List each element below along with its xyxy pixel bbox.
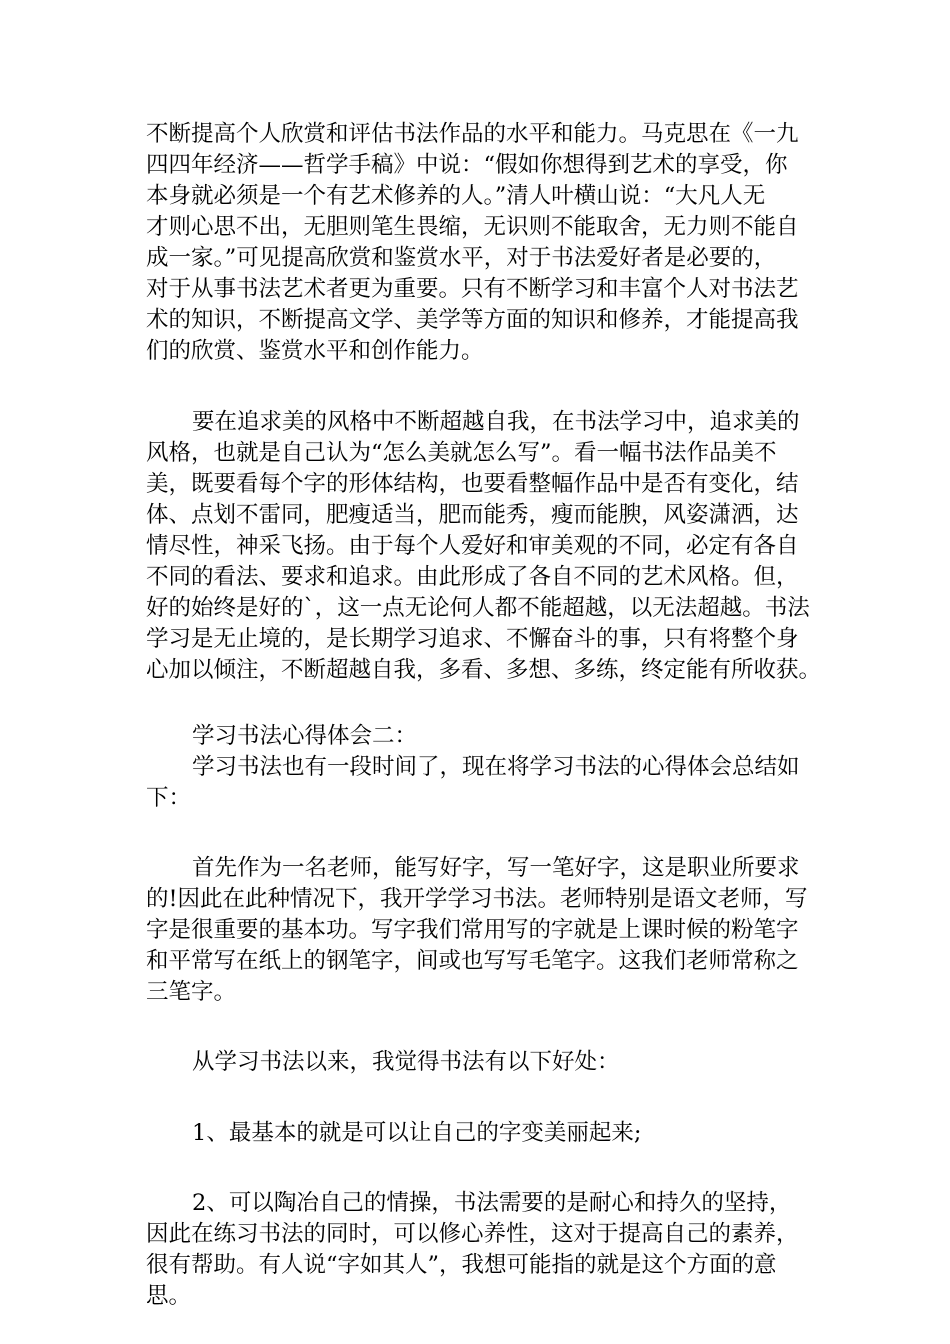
text-line: 下： (146, 785, 192, 811)
text-line: 风格，也就是自己认为“怎么美就怎么写”。看一幅书法作品美不 (146, 440, 777, 466)
text-line: 三笔字。 (146, 979, 237, 1005)
text-line: 美，既要看每个字的形体结构，也要看整幅作品中是否有变化，结 (146, 471, 799, 497)
text-line: 因此在练习书法的同时，可以修心养性，这对于提高自己的素养， (146, 1221, 799, 1247)
text-line: 对于从事书法艺术者更为重要。只有不断学习和丰富个人对书法艺 (146, 276, 799, 302)
text-line: 们的欣赏、鉴赏水平和创作能力。 (146, 338, 484, 364)
text-line: 的!因此在此种情况下，我开学学习书法。老师特别是语文老师，写 (146, 886, 808, 912)
text-line: 要在追求美的风格中不断超越自我，在书法学习中，追求美的 (192, 409, 800, 435)
text-line: 体、点划不雷同，肥瘦适当，肥而能秀，瘦而能腴，风姿潇洒，达 (146, 502, 799, 528)
text-line: 成一家。”可见提高欣赏和鉴赏水平，对于书法爱好者是必要的， (146, 245, 777, 271)
text-line: 学习书法也有一段时间了，现在将学习书法的心得体会总结如 (192, 754, 800, 780)
section-heading: 学习书法心得体会二： (192, 723, 418, 749)
text-line: 本身就必须是一个有艺术修养的人。”清人叶横山说：“大凡人无 (146, 183, 766, 209)
text-line: 字是很重要的基本功。写字我们常用写的字就是上课时候的粉笔字 (146, 917, 799, 943)
text-line: 很有帮助。有人说“字如其人”，我想可能指的就是这个方面的意 (146, 1252, 777, 1278)
text-line: 情尽性，神采飞扬。由于每个人爱好和审美观的不同，必定有各自 (146, 533, 799, 559)
text-line: 四四年经济——哲学手稿》中说：“假如你想得到艺术的享受，你 (146, 152, 788, 178)
list-item: 2、可以陶冶自己的情操，书法需要的是耐心和持久的坚持， (192, 1190, 792, 1216)
text-line: 学习是无止境的，是长期学习追求、不懈奋斗的事，只有将整个身 (146, 626, 799, 652)
text-line: 不同的看法、要求和追求。由此形成了各自不同的艺术风格。但， (146, 564, 799, 590)
text-line: 和平常写在纸上的钢笔字，间或也写写毛笔字。这我们老师常称之 (146, 948, 799, 974)
text-line: 术的知识，不断提高文学、美学等方面的知识和修养，才能提高我 (146, 307, 799, 333)
text-line: 好的始终是好的`，这一点无论何人都不能超越，以无法超越。书法 (146, 595, 810, 621)
text-line: 才则心思不出，无胆则笔生畏缩，无识则不能取舍，无力则不能自 (146, 214, 799, 240)
text-line: 首先作为一名老师，能写好字，写一笔好字，这是职业所要求 (192, 855, 800, 881)
text-line: 不断提高个人欣赏和评估书法作品的水平和能力。马克思在《一九 (146, 121, 799, 147)
text-line: 思。 (146, 1283, 192, 1309)
text-line: 心加以倾注，不断超越自我，多看、多想、多练，终定能有所收获。 (146, 657, 822, 683)
text-line: 从学习书法以来，我觉得书法有以下好处： (192, 1049, 620, 1075)
list-item: 1、最基本的就是可以让自己的字变美丽起来; (192, 1120, 642, 1146)
